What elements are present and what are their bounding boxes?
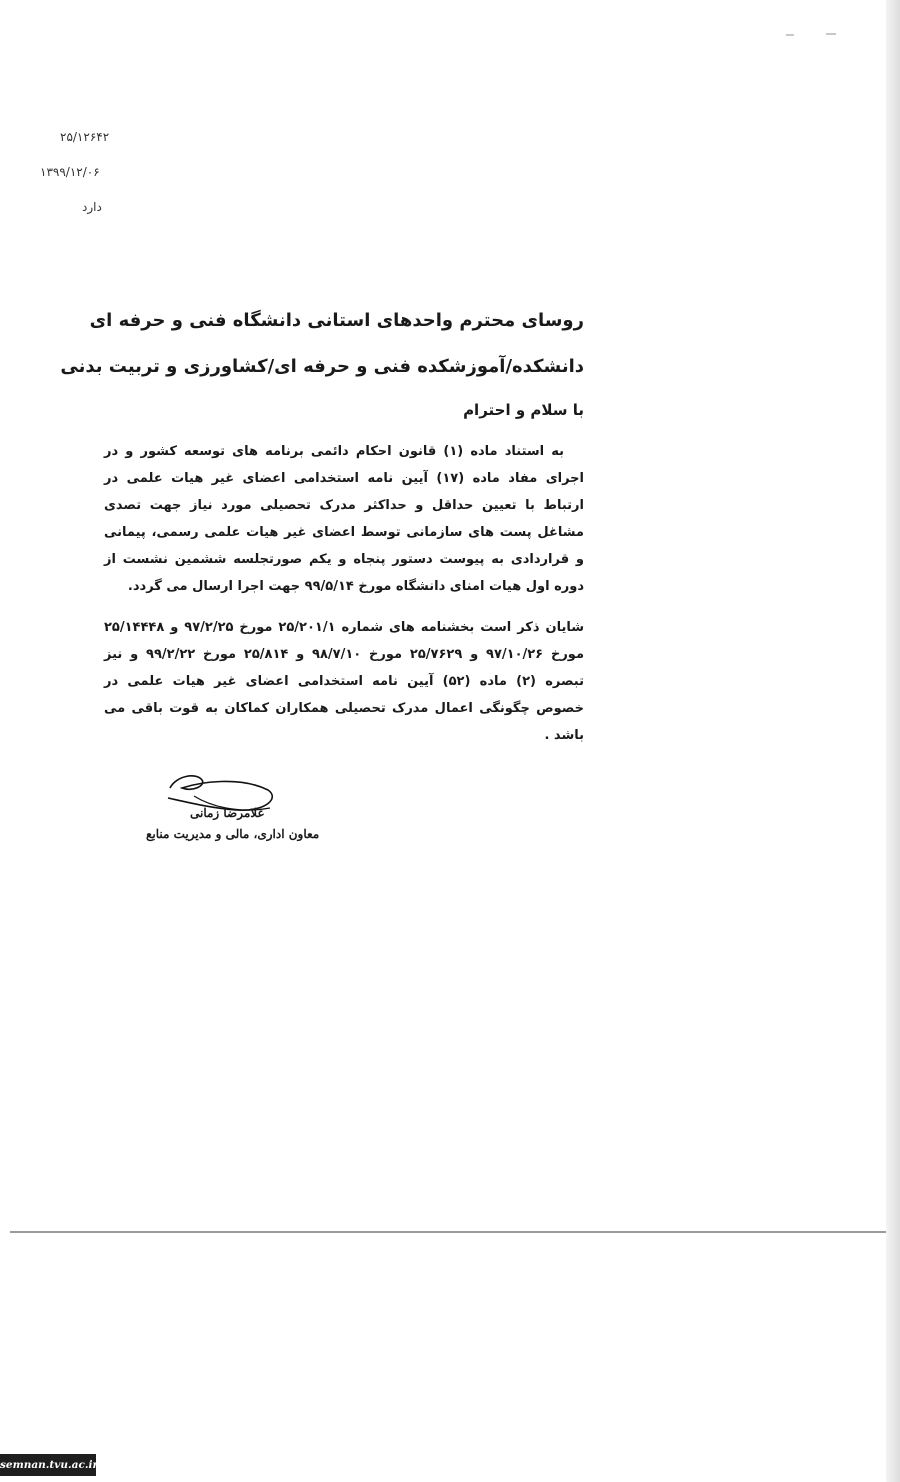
scan-edge xyxy=(886,0,900,1482)
signatory-name: غلامرضا زمانی xyxy=(190,806,264,820)
scan-divider-line xyxy=(10,1231,890,1233)
salutation: با سلام و احترام xyxy=(463,401,584,419)
site-watermark: semnan.tvu.ac.ir xyxy=(0,1454,96,1476)
body-paragraph-2: شایان ذکر است بخشنامه های شماره ۲۵/۲۰۱/۱ مورخ ۹۷/۲/۲۵ و ۲۵/۱۴۴۴۸ مورخ ۹۷/۱۰/۲۶ و ۲۵/۷۶۲۹ مورخ ۹۸/۷/۱۰ و ۲۵/۸۱۴ مورخ ۹۹/۲/۲۲ و نیز تبصره (۲) ماده (۵۲) آیین نامه استخدامی اعضای غیر هیات علمی در خصوص چگونگی اعمال مدرک تحصیلی همکاران کماکان به قوت باقی می باشد . xyxy=(104,620,584,743)
addressee-line-2: دانشکده/آموزشکده فنی و حرفه ای/کشاورزی و تربیت بدنی xyxy=(60,356,584,377)
scan-speck xyxy=(786,34,794,36)
signature-block xyxy=(140,768,320,848)
reference-number: ۲۵/۱۲۶۴۲ xyxy=(60,130,110,144)
body-paragraph-1: به استناد ماده (۱) قانون احکام دائمی برنامه های توسعه کشور و در اجرای مفاد ماده (۱۷) آیین نامه استخدامی اعضای غیر هیات علمی در ارتباط با تعیین حداقل و حداکثر مدرک تحصیلی مورد نیاز جهت تصدی مشاغل پست های سازمانی توسط اعضای غیر هیات علمی رسمی، پیمانی و قراردادی به پیوست دستور پنجاه و یکم صورتجلسه ششمین نشست از دوره اول هیات امنای دانشگاه مورخ ۹۹/۵/۱۴ جهت اجرا ارسال می گردد. xyxy=(104,444,584,594)
attachment-status: دارد xyxy=(82,200,102,214)
addressee-line-1: روسای محترم واحدهای استانی دانشگاه فنی و حرفه ای xyxy=(89,310,584,331)
scan-speck xyxy=(826,33,836,35)
letter-date: ۱۳۹۹/۱۲/۰۶ xyxy=(40,165,100,179)
signatory-title: معاون اداری، مالی و مدیریت منابع xyxy=(146,827,320,841)
